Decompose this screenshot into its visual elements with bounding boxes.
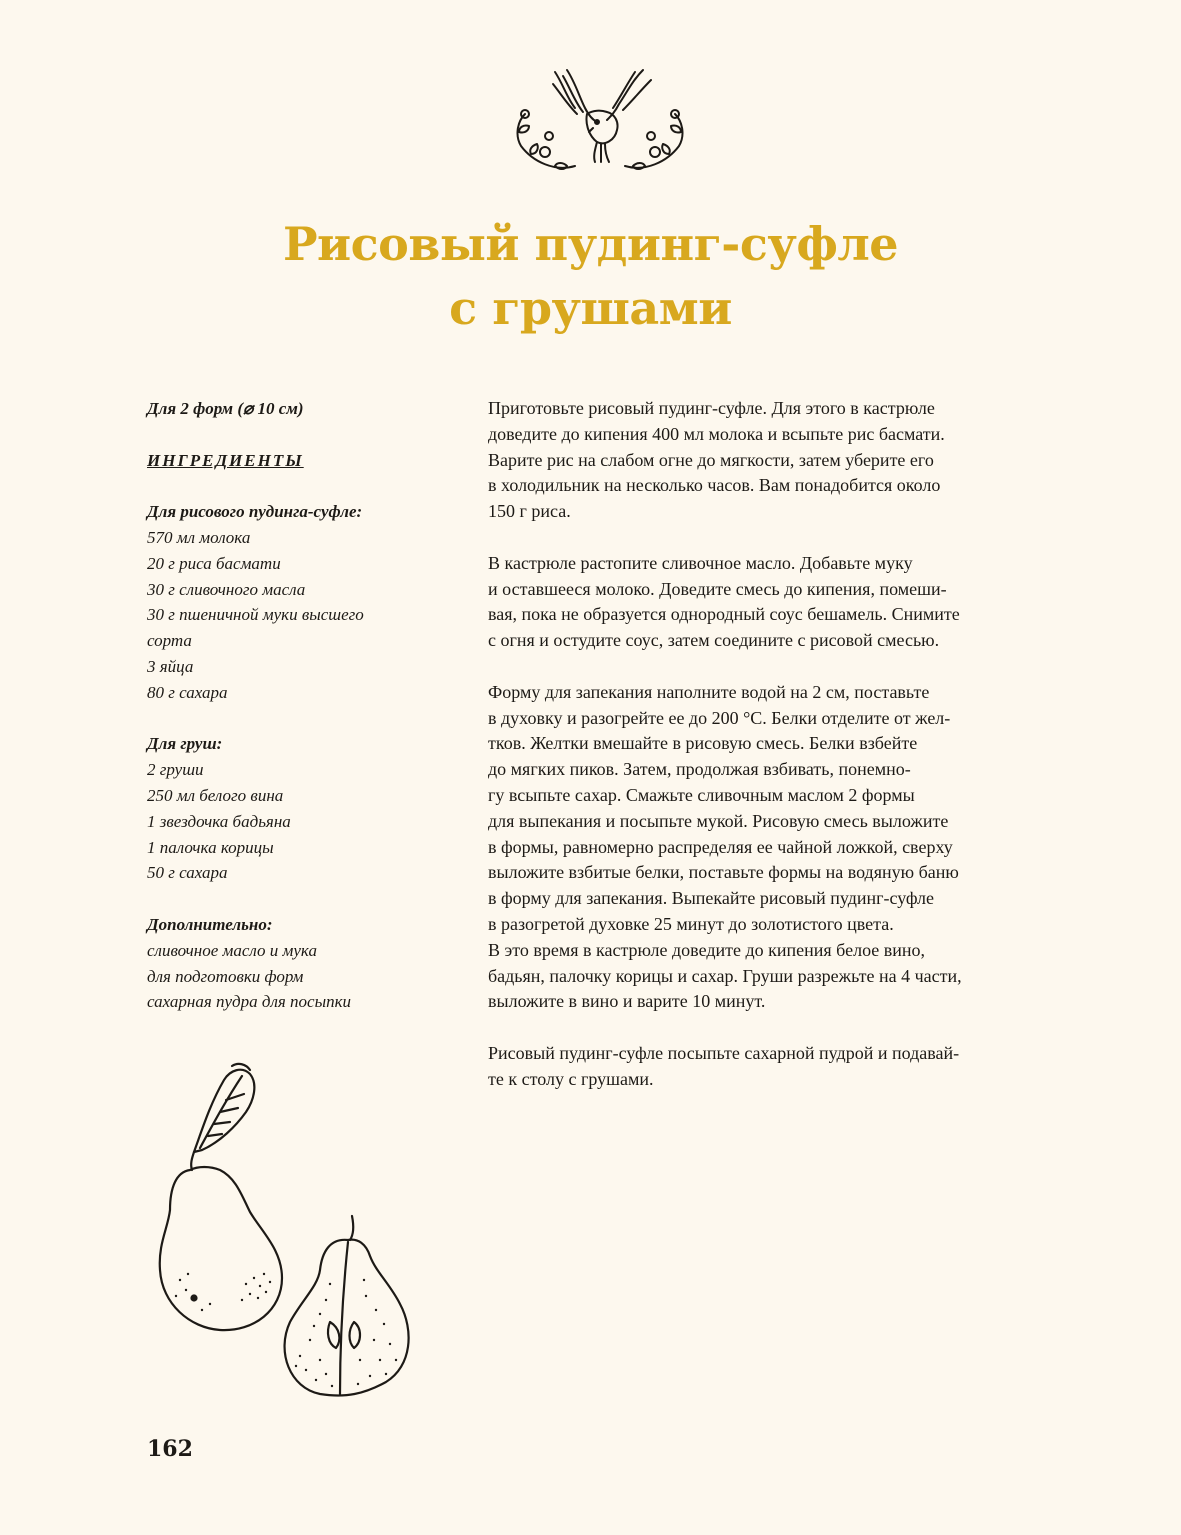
ingredient-group-title: Дополнительно: — [147, 914, 273, 934]
method-line: Приготовьте рисовый пудинг-суфле. Для этого в кастрюле — [488, 398, 935, 418]
method-line: в холодильник на несколько часов. Вам понадобится около — [488, 475, 941, 496]
method-line: до мягких пиков. Затем, продолжая взбивать, понемно- — [488, 759, 911, 780]
ingredients-heading: ИНГРЕДИЕНТЫ — [147, 450, 304, 470]
ingredients-column — [147, 396, 447, 1015]
pears-illustration — [150, 1060, 420, 1400]
page-number: 162 — [147, 1436, 193, 1462]
ingredient-line: 30 г пшеничной муки высшего — [147, 605, 364, 625]
method-line: в духовку и разогрейте ее до 200 °С. Белки отделите от жел- — [488, 707, 951, 728]
method-line: выложите в вино и варите 10 минут. — [488, 991, 766, 1012]
ingredient-line: 1 звездочка бадьяна — [147, 811, 291, 831]
ingredient-line: сливочное масло и мука — [147, 940, 317, 960]
method-line: те к столу с грушами. — [488, 1068, 654, 1089]
method-line: выложите взбитые белки, поставьте формы на водяную баню — [488, 862, 959, 883]
method-line: В кастрюле растопите сливочное масло. Добавьте муку — [488, 552, 913, 573]
method-line: в формы, равномерно распределяя ее чайной ложкой, сверху — [488, 836, 953, 857]
ingredient-line: 30 г сливочного масла — [147, 579, 306, 599]
recipe-title — [0, 212, 1181, 340]
ingredient-group-title: Для рисового пудинга-суфле: — [147, 502, 363, 522]
ingredient-line: 80 г сахара — [147, 682, 228, 702]
ingredient-line: 50 г сахара — [147, 863, 228, 883]
method-line: бадьян, палочку корицы и сахар. Груши разрежьте на 4 части, — [488, 965, 962, 986]
ingredient-line: сахарная пудра для посыпки — [147, 992, 352, 1012]
ingredient-line: сорта — [147, 631, 192, 651]
method-line: вая, пока не образуется однородный соус бешамель. Снимите — [488, 604, 960, 625]
method-line: с огня и остудите соус, затем соедините с рисовой смесью. — [488, 630, 940, 651]
title-line-1: Рисовый пудинг-суфле — [282, 217, 899, 271]
method-line: В это время в кастрюле доведите до кипения белое вино, — [488, 939, 926, 960]
ingredient-line: для подготовки форм — [147, 966, 304, 986]
method-line: гу всыпьте сахар. Смажьте сливочным маслом 2 формы — [488, 784, 915, 805]
method-line: в разогретой духовке 25 минут до золотистого цвета. — [488, 913, 894, 934]
method-line: и оставшееся молоко. Доведите смесь до кипения, помеши- — [488, 578, 947, 599]
ingredient-group-title: Для груш: — [147, 734, 223, 754]
method-line: тков. Желтки вмешайте в рисовую смесь. Белки взбейте — [488, 733, 918, 754]
title-line-2: с грушами — [449, 281, 732, 335]
method-line: 150 г риса. — [488, 501, 571, 522]
bird-wreath-icon — [505, 62, 695, 192]
method-line: Форму для запекания наполните водой на 2 см, поставьте — [488, 681, 930, 702]
servings: Для 2 форм (⌀ 10 см) — [147, 399, 304, 418]
method-line: Варите рис на слабом огне до мягкости, затем уберите его — [488, 449, 934, 470]
method-line: в форму для запекания. Выпекайте рисовый пудинг-суфле — [488, 888, 935, 909]
ingredient-line: 20 г риса басмати — [147, 553, 281, 573]
method-column — [488, 396, 1068, 1093]
method-line: для выпекания и посыпьте мукой. Рисовую смесь выложите — [488, 810, 949, 831]
method-line: доведите до кипения 400 мл молока и всыпьте рис басмати. — [488, 423, 945, 444]
ingredient-line: 1 палочка корицы — [147, 837, 274, 857]
method-line: Рисовый пудинг-суфле посыпьте сахарной пудрой и подавай- — [488, 1042, 960, 1063]
ingredient-line: 250 мл белого вина — [147, 785, 284, 805]
ingredient-line: 570 мл молока — [147, 527, 251, 547]
ingredient-line: 3 яйца — [147, 656, 194, 676]
ingredient-line: 2 груши — [147, 760, 204, 780]
